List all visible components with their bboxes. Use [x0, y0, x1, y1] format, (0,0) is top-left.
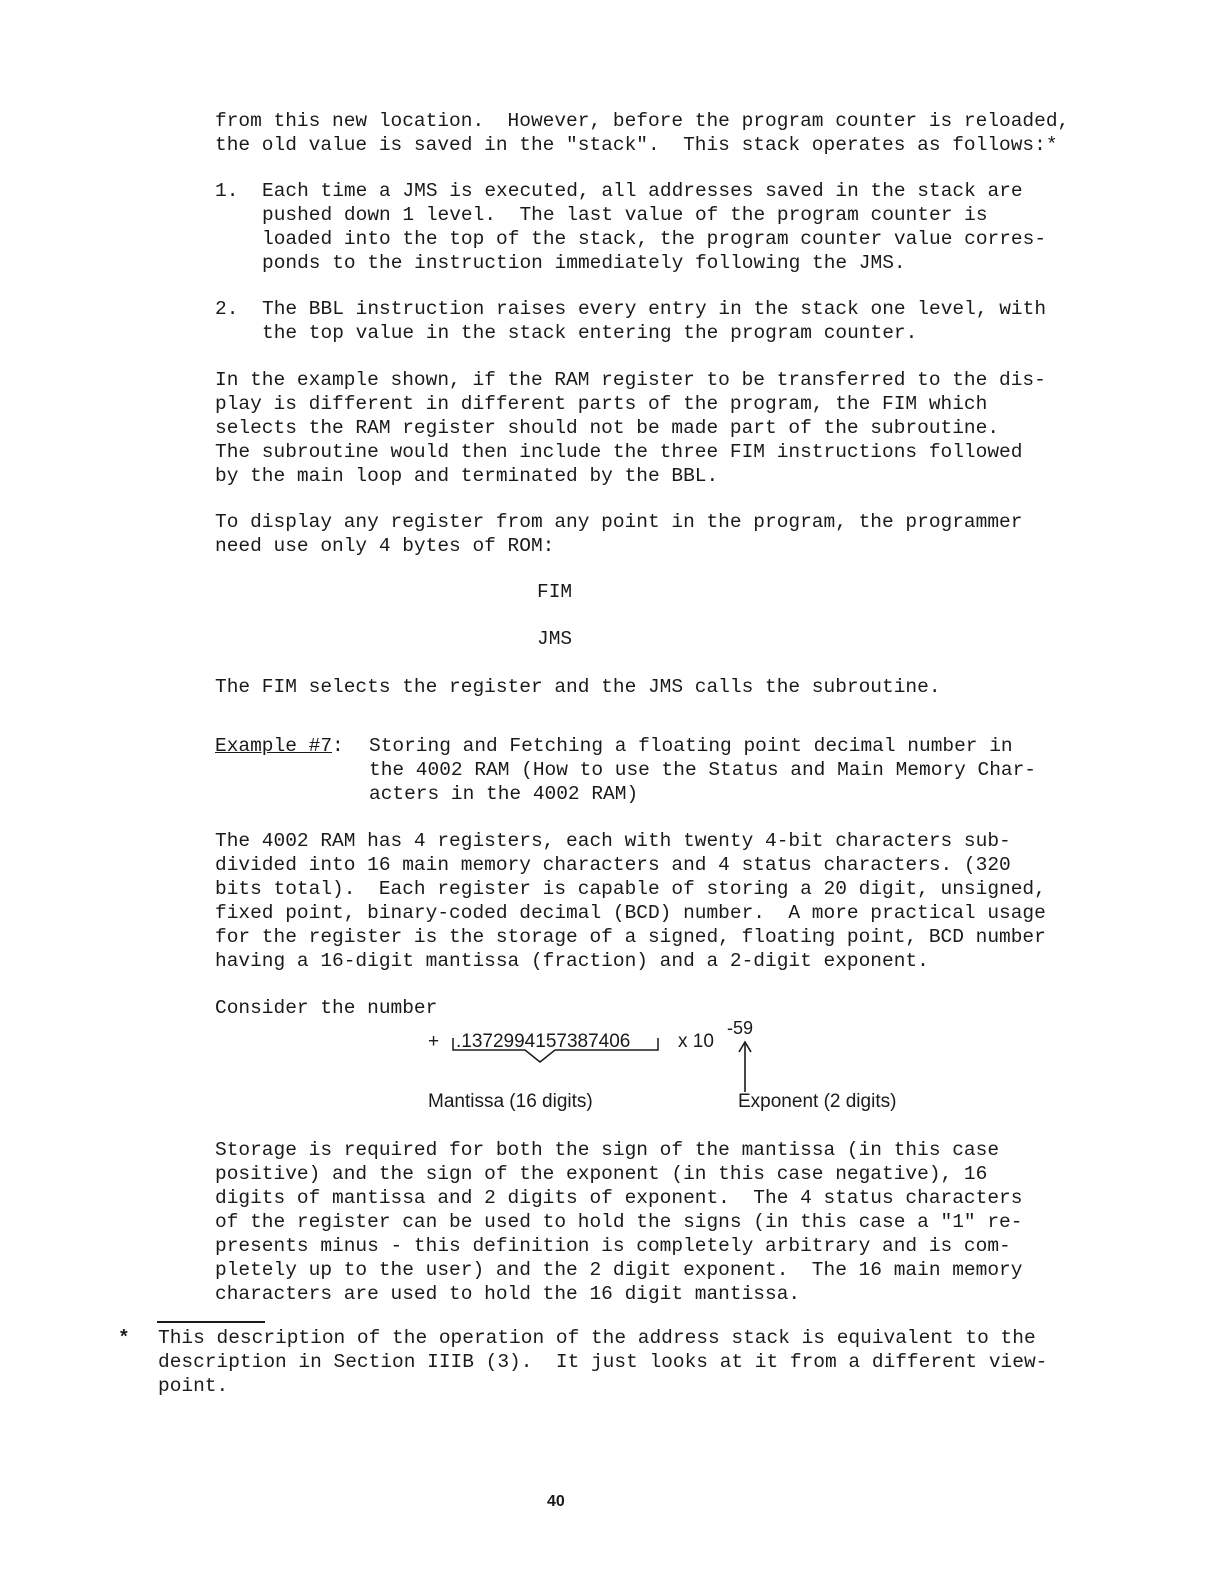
- exponent-label: Exponent (2 digits): [738, 1091, 897, 1112]
- number-sign: +: [428, 1031, 440, 1052]
- text-line: the top value in the stack entering the program counter.: [262, 322, 918, 344]
- list-number: 1.: [215, 180, 239, 202]
- text-line: need use only 4 bytes of ROM:: [215, 535, 555, 557]
- text-line: This description of the operation of the address stack is equivalent to the: [158, 1327, 1036, 1349]
- text-line: pletely up to the user) and the 2 digit exponent. The 16 main memory: [215, 1259, 1023, 1281]
- mantissa-value: .1372994157387406: [456, 1031, 631, 1052]
- text-line: Storage is required for both the sign of the mantissa (in this case: [215, 1139, 1000, 1161]
- text-line: presents minus - this definition is completely arbitrary and is com-: [215, 1235, 1011, 1257]
- text-line: The 4002 RAM has 4 registers, each with twenty 4-bit characters sub-: [215, 830, 1011, 852]
- text-line: point.: [158, 1375, 229, 1397]
- ram-paragraph: [215, 829, 1095, 973]
- example-7-title: [369, 734, 1036, 806]
- text-line: pushed down 1 level. The last value of the program counter is: [262, 204, 988, 226]
- mantissa-label: Mantissa (16 digits): [428, 1091, 593, 1112]
- text-line: The FIM selects the register and the JMS calls the subroutine.: [215, 676, 941, 698]
- text-line: positive) and the sign of the exponent (in this case negative), 16: [215, 1163, 988, 1185]
- example-7-label: Example #7: [215, 735, 333, 757]
- text-line: having a 16-digit mantissa (fraction) and a 2-digit exponent.: [215, 950, 929, 972]
- mantissa-brace-icon: [453, 1038, 658, 1062]
- intro-paragraph: [215, 109, 1095, 157]
- text-line: divided into 16 main memory characters and 4 status characters. (320: [215, 854, 1011, 876]
- text-line: the old value is saved in the "stack". This stack operates as follows:*: [215, 134, 1058, 156]
- text-line: the 4002 RAM (How to use the Status and Main Memory Char-: [369, 759, 1037, 781]
- text-line: for the register is the storage of a signed, floating point, BCD number: [215, 926, 1046, 948]
- text-line: In the example shown, if the RAM register to be transferred to the dis-: [215, 369, 1046, 391]
- example-paragraph: [215, 368, 1095, 488]
- example-7-colon: :: [332, 735, 344, 757]
- text-line: bits total). Each register is capable of storing a 20 digit, unsigned,: [215, 878, 1046, 900]
- text-line: The BBL instruction raises every entry in the stack one level, with: [262, 298, 1047, 320]
- text-line: selects the RAM register should not be made part of the subroutine.: [215, 417, 1000, 439]
- footnote-text: [158, 1326, 1047, 1398]
- footnote-star: *: [118, 1327, 130, 1349]
- fim-paragraph: [215, 675, 1095, 699]
- list-item-text: [262, 297, 1046, 345]
- code-jms: JMS: [537, 628, 573, 650]
- text-line: Each time a JMS is executed, all addresses saved in the stack are: [262, 180, 1023, 202]
- consider-line: [215, 996, 1095, 1020]
- text-line: To display any register from any point in the program, the programmer: [215, 511, 1023, 533]
- display-paragraph: [215, 510, 1095, 558]
- code-fim: FIM: [537, 581, 573, 603]
- storage-paragraph: [215, 1138, 1095, 1306]
- text-line: from this new location. However, before the program counter is reloaded,: [215, 110, 1070, 132]
- footnote-rule: [157, 1321, 265, 1323]
- exponent-value: -59: [727, 1018, 754, 1038]
- exponent-arrow-icon: [739, 1042, 751, 1092]
- list-number: 2.: [215, 298, 239, 320]
- text-line: characters are used to hold the 16 digit mantissa.: [215, 1283, 801, 1305]
- page-number: 40: [547, 1493, 565, 1510]
- text-line: acters in the 4002 RAM): [369, 783, 639, 805]
- text-line: Storing and Fetching a floating point decimal number in: [369, 735, 1013, 757]
- text-line: play is different in different parts of the program, the FIM which: [215, 393, 988, 415]
- text-line: fixed point, binary-coded decimal (BCD) number. A more practical usage: [215, 902, 1046, 924]
- text-line: Consider the number: [215, 997, 438, 1019]
- text-line: loaded into the top of the stack, the program counter value corres-: [262, 228, 1047, 250]
- text-line: The subroutine would then include the three FIM instructions followed: [215, 441, 1023, 463]
- list-item-text: [262, 179, 1046, 275]
- text-line: description in Section IIIB (3). It just looks at it from a different view-: [158, 1351, 1048, 1373]
- text-line: digits of mantissa and 2 digits of exponent. The 4 status characters: [215, 1187, 1023, 1209]
- text-line: by the main loop and terminated by the BBL.: [215, 465, 719, 487]
- text-line: of the register can be used to hold the signs (in this case a "1" re-: [215, 1211, 1023, 1233]
- example-7-label-wrap: [215, 734, 344, 758]
- times-ten: x 10: [678, 1031, 714, 1052]
- text-line: ponds to the instruction immediately following the JMS.: [262, 252, 906, 274]
